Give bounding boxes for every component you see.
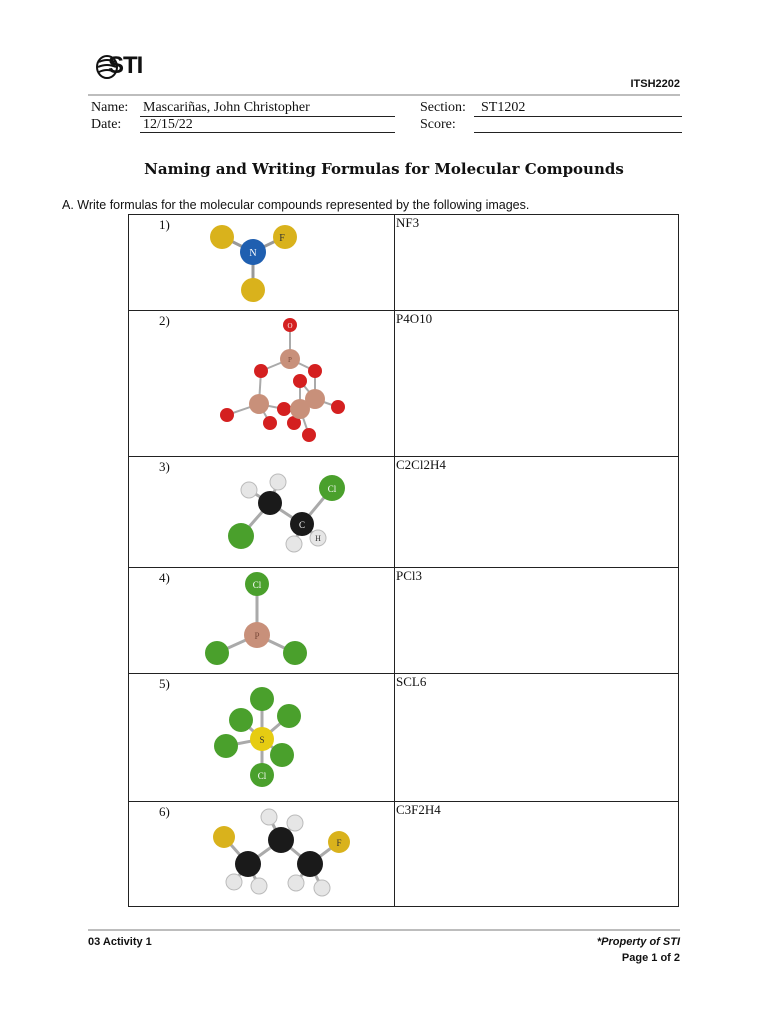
answer-text: SCL6: [396, 674, 427, 689]
page-title: Naming and Writing Formulas for Molecular Compounds: [144, 160, 624, 178]
footer-property: *Property of STI: [596, 936, 680, 948]
document-code: ITSH2202: [630, 78, 680, 90]
molecule-cell: [129, 311, 395, 456]
logo-text: STI: [108, 52, 143, 79]
answer-text: PCl3: [396, 568, 423, 583]
answer-cell: [395, 311, 678, 456]
p4o10-molecule-image: [129, 311, 394, 456]
section-underline: [474, 116, 682, 117]
svg-text:F: F: [336, 838, 342, 848]
svg-text:Cl: Cl: [327, 484, 337, 494]
answer-text: C2Cl2H4: [396, 457, 446, 472]
answer-table: [128, 214, 679, 907]
date-underline: [140, 132, 395, 133]
footer-page-number: Page 1 of 2: [621, 952, 680, 964]
score-label: Score:: [420, 117, 456, 132]
answer-cell: [395, 802, 678, 906]
item-number: 5): [159, 676, 170, 691]
molecule-cell: [129, 215, 395, 310]
table-row: [129, 215, 678, 311]
item-number: 3): [159, 459, 170, 474]
svg-text:O: O: [287, 322, 293, 330]
item-number: 1): [159, 217, 170, 232]
answer-cell: [395, 568, 678, 673]
item-number: 4): [159, 570, 170, 585]
table-row: [129, 457, 678, 568]
svg-text:F: F: [279, 233, 285, 244]
item-number: 2): [159, 313, 170, 328]
pcl3-molecule-image: [129, 568, 394, 673]
footer-rule: [88, 929, 680, 931]
table-row: [129, 311, 678, 457]
svg-text:Cl: Cl: [257, 771, 267, 781]
sti-logo: [96, 52, 156, 82]
answer-text: C3F2H4: [396, 802, 441, 817]
nf3-molecule-image: [129, 215, 394, 310]
item-number: 6): [159, 804, 170, 819]
svg-text:C: C: [298, 520, 306, 530]
svg-text:P: P: [254, 631, 260, 641]
molecule-cell: [129, 457, 395, 567]
section-value: ST1202: [481, 100, 526, 115]
molecule-cell: [129, 802, 395, 906]
svg-text:H: H: [315, 534, 321, 543]
molecule-cell: [129, 674, 395, 801]
name-value: Mascariñas, John Christopher: [143, 100, 310, 115]
answer-text: NF3: [396, 215, 420, 230]
answer-text: P4O10: [396, 311, 433, 326]
table-row: [129, 568, 678, 674]
answer-cell: [395, 215, 678, 310]
answer-cell: [395, 457, 678, 567]
molecule-cell: [129, 568, 395, 673]
footer-activity: 03 Activity 1: [88, 936, 152, 948]
section-label: Section:: [420, 100, 466, 115]
table-row: [129, 674, 678, 802]
date-label: Date:: [91, 117, 122, 132]
score-underline: [474, 132, 682, 133]
svg-text:P: P: [288, 356, 292, 364]
header-rule: [88, 94, 680, 96]
instruction-text: A. Write formulas for the molecular compounds represented by the following images.: [62, 198, 530, 212]
date-value: 12/15/22: [143, 117, 193, 132]
c3f2h4-molecule-image: [129, 802, 394, 906]
svg-text:S: S: [259, 735, 265, 745]
svg-text:N: N: [249, 248, 257, 259]
table-row: [129, 802, 678, 906]
name-label: Name:: [91, 100, 129, 115]
c2cl2h4-molecule-image: [129, 457, 394, 567]
svg-text:Cl: Cl: [252, 580, 262, 590]
scl6-molecule-image: [129, 674, 394, 801]
answer-cell: [395, 674, 678, 801]
